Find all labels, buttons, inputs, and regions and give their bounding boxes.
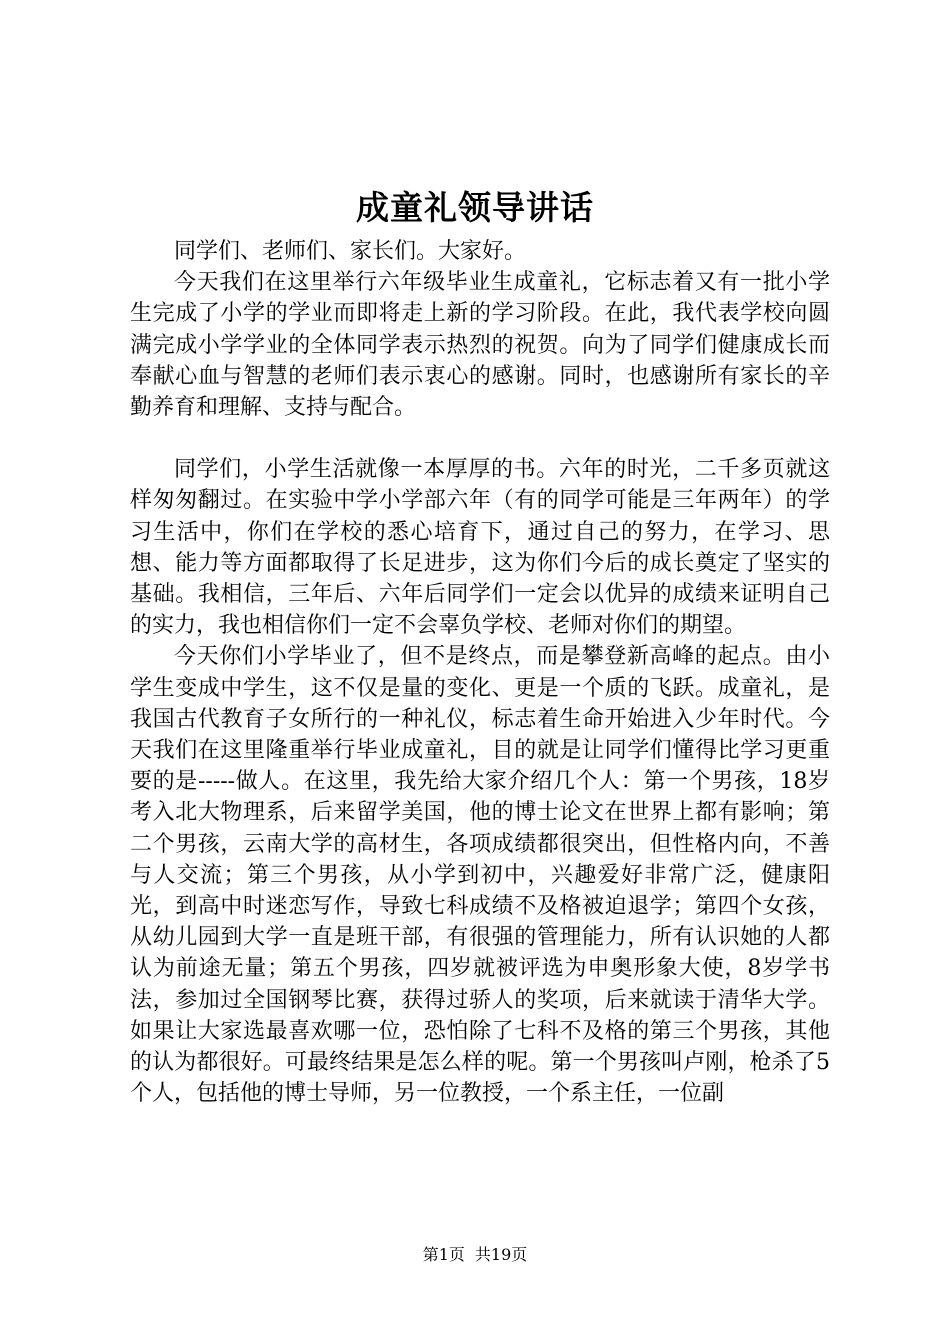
paragraph-greeting: 同学们、老师们、家长们。大家好。 [174,239,527,264]
paragraph-graduation-ceremony: 今天你们小学毕业了，但不是终点，而是攀登新高峰的起点。由小学生变成中学生，这不仅是量的变化、更是一个质的飞跃。成童礼，是我国古代教育子女所行的一种礼仪，标志着生命开始进入少年时代。今天我们在这里隆重举行毕业成童礼，目的就是让同学们懂得比学习更重要的是-----做人。在这里，我先给大家介绍几个人：第一个男孩，18岁考入北大物理系，后来留学美国，他的博士论文在世界上都有影响；第二个男孩，云南大学的高材生，各项成绩都很突出，但性格内向，不善与人交流；第三个男孩，从小学到初中，兴趣爱好非常广泛，健康阳光，到高中时迷恋写作，导致七科成绩不及格被迫退学；第四个女孩，从幼儿园到大学一直是班干部，有很强的管理能力，所有认识她的人都认为前途无量；第五个男孩，四岁就被评选为申奥形象大使，8岁学书法，参加过全国钢琴比赛，获得过骄人的奖项，后来就读于清华大学。如果让大家选最喜欢哪一位，恐怕除了七科不及格的第三个男孩，其他的认为都很好。可最终结果是怎么样的呢。第一个男孩叫卢刚，枪杀了5个人，包括他的博士导师，另一位教授，一个系主任，一位副 [130,644,830,1107]
page-footer [0,1244,950,1266]
paragraph-opening: 今天我们在这里举行六年级毕业生成童礼，它标志着又有一批小学生完成了小学的学业而即将走上新的学习阶段。在此，我代表学校向圆满完成小学学业的全体同学表示热烈的祝贺。向为了同学们健康成长而奉献心血与智慧的老师们表示衷心的感谢。同时，也感谢所有家长的辛勤养育和理解、支持与配合。 [130,270,830,421]
page-total: 共19页 [474,1245,528,1264]
page-number: 第1页 [422,1245,465,1264]
page-title: 成童礼领导讲话 [356,188,594,227]
paragraph-primary-school-life: 同学们，小学生活就像一本厚厚的书。六年的时光，二千多页就这样匆匆翻过。在实验中学小学部六年（有的同学可能是三年两年）的学习生活中，你们在学校的悉心培育下，通过自己的努力，在学习、思想、能力等方面都取得了长足进步，这为你们今后的成长奠定了坚实的基础。我相信，三年后、六年后同学们一定会以优异的成绩来证明自己的实力，我也相信你们一定不会辜负学校、老师对你们的期望。 [130,457,830,639]
document-body [130,236,830,1109]
